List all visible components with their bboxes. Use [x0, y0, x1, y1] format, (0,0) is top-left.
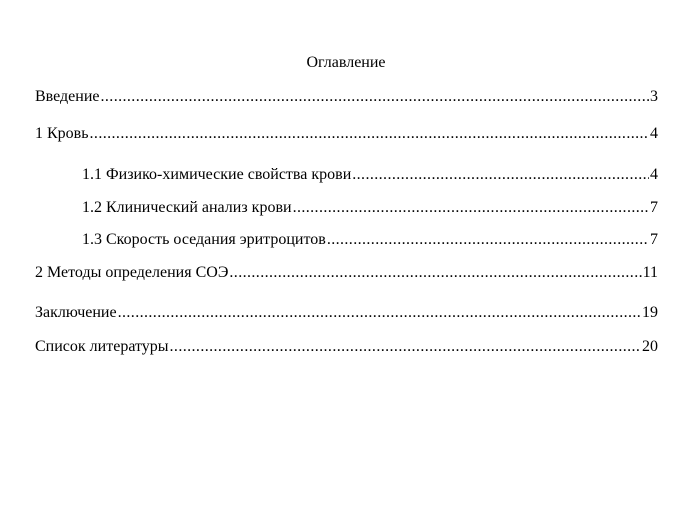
toc-entry-label: 1 Кровь: [35, 125, 89, 142]
toc-page-number: 19: [642, 304, 658, 321]
toc-entry-physicochemical-properties[interactable]: [82, 165, 658, 185]
toc-page-number: 20: [642, 338, 658, 355]
toc-entry-label: 1.3 Скорость оседания эритроцитов: [82, 231, 326, 248]
toc-entry-label: 2 Методы определения СОЭ: [35, 264, 229, 281]
toc-page-number: 4: [650, 166, 658, 183]
toc-page-number: 7: [650, 199, 658, 216]
toc-entry-label: 1.2 Клинический анализ крови: [82, 199, 292, 216]
toc-dot-leader: [293, 198, 649, 218]
toc-page-number: 4: [650, 125, 658, 142]
toc-page-number: 3: [650, 88, 658, 105]
toc-entry-label: 1.1 Физико-химические свойства крови: [82, 166, 352, 183]
toc-entry-label: Список литературы: [35, 338, 169, 355]
toc-page-number: 11: [642, 264, 658, 281]
toc-dot-leader: [101, 87, 650, 107]
toc-entry-blood[interactable]: [35, 124, 658, 144]
toc-entry-label: Заключение: [35, 304, 117, 321]
toc-entry-references[interactable]: [35, 337, 658, 357]
toc-dot-leader: [170, 337, 641, 357]
toc-entry-conclusion[interactable]: [35, 303, 658, 323]
toc-dot-leader: [118, 303, 641, 323]
toc-entry-clinical-analysis[interactable]: [82, 198, 658, 218]
toc-dot-leader: [90, 124, 649, 144]
toc-dot-leader: [327, 230, 649, 250]
toc-entry-label: Введение: [35, 88, 100, 105]
toc-dot-leader: [352, 165, 649, 185]
toc-entry-introduction[interactable]: [35, 87, 658, 107]
toc-title: Оглавление: [306, 54, 386, 71]
toc-dot-leader: [229, 263, 641, 283]
toc-entry-esr[interactable]: [82, 230, 658, 250]
toc-entry-esr-methods[interactable]: [35, 263, 658, 283]
toc-page-number: 7: [650, 231, 658, 248]
